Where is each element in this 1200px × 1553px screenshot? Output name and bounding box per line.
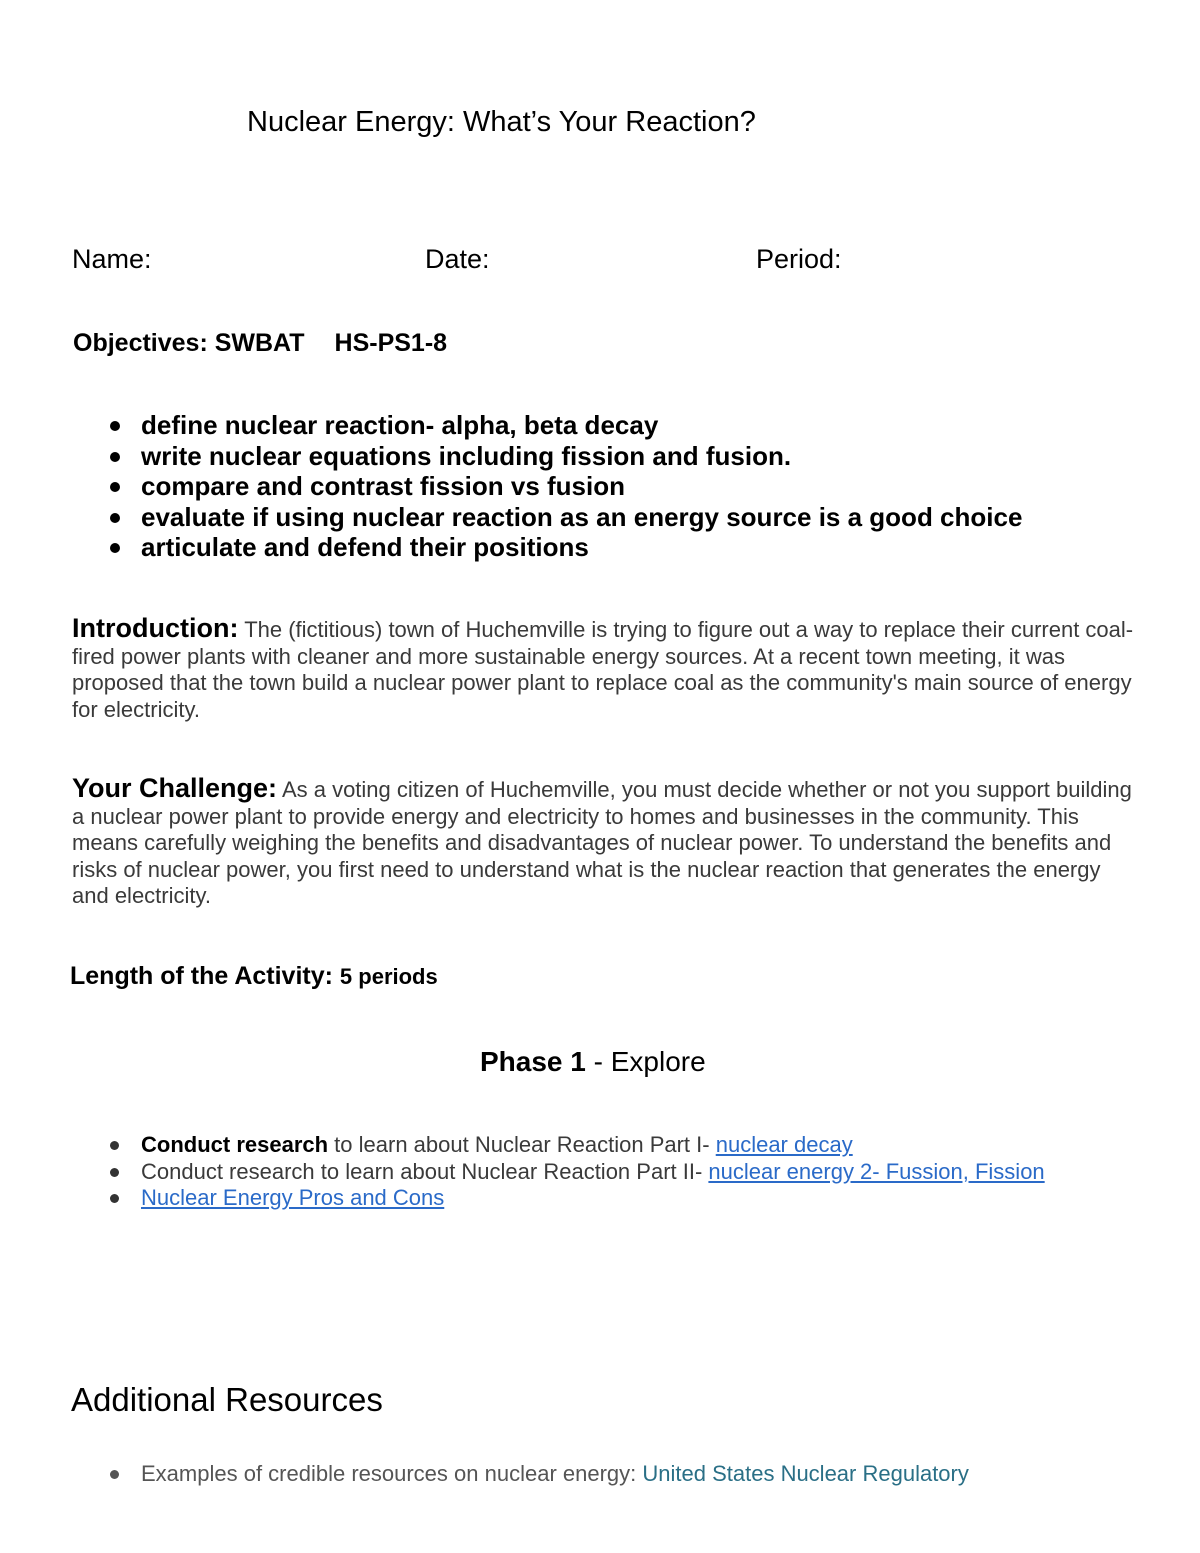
phase-task-bold: Conduct research <box>141 1132 329 1157</box>
bullet-icon <box>110 513 120 523</box>
objective-text: define nuclear reaction- alpha, beta decay <box>141 410 659 440</box>
objective-item <box>0 410 1022 441</box>
bullet-icon <box>110 1194 119 1203</box>
objective-text: write nuclear equations including fission and fusion. <box>141 440 792 471</box>
challenge-text: As a voting citizen of Huchemville, you must decide whether or not you support building a nuclear power plant to provide energy and electricity to homes and businesses in the community. This means carefully weighing the benefits and disadvantages of nuclear power. To understand the benefits and risks of nuclear power, you first need to understand what is the nuclear reaction that generates the energy and electricity. <box>72 777 1132 908</box>
additional-resources-heading: Additional Resources <box>71 1381 383 1418</box>
objective-item <box>0 532 1022 563</box>
challenge-label: Your Challenge: <box>72 773 278 803</box>
objectives-label: Objectives: SWBAT <box>73 329 305 357</box>
objectives-standard: HS-PS1-8 <box>334 329 448 357</box>
phase-task-item <box>0 1159 1045 1186</box>
nuclear-energy-2-link[interactable]: nuclear energy 2- Fussion, Fission <box>708 1158 1045 1184</box>
objective-text: articulate and defend their positions <box>141 532 589 562</box>
introduction-paragraph <box>72 615 1142 723</box>
bullet-icon <box>110 482 120 492</box>
period-field-label: Period: <box>756 244 842 274</box>
phase-task-text: Conduct research to learn about Nuclear Reaction Part II- <box>141 1158 709 1184</box>
bullet-icon <box>110 421 120 431</box>
activity-length-value: 5 periods <box>339 964 438 989</box>
introduction-text: The (fictitious) town of Huchemville is trying to figure out a way to replace their current coal-fired power plants with cleaner and more sustainable energy sources. At a recent town meeting, it was proposed that the town build a nuclear power plant to replace coal as the community's main source of energy for electricity. <box>72 617 1134 722</box>
bullet-icon <box>110 452 120 462</box>
nuclear-decay-link[interactable]: nuclear decay <box>715 1132 853 1157</box>
additional-resources-list <box>0 1461 969 1487</box>
document-title: Nuclear Energy: What’s Your Reaction? <box>247 106 756 138</box>
activity-length <box>70 960 438 993</box>
objective-item <box>0 441 1022 472</box>
phase-task-text: to learn about Nuclear Reaction Part I- <box>328 1132 716 1157</box>
phase-heading <box>480 1045 706 1079</box>
bullet-icon <box>110 543 120 553</box>
objective-text: compare and contrast fission vs fusion <box>141 471 625 501</box>
activity-length-colon: : <box>324 962 333 990</box>
bullet-icon <box>110 1141 119 1150</box>
activity-length-label: Length of the Activity <box>70 962 325 990</box>
phase-task-item <box>0 1185 1045 1212</box>
introduction-label: Introduction: <box>72 613 239 643</box>
objective-item <box>0 471 1022 502</box>
phase-name: - Explore <box>585 1046 706 1077</box>
resource-item <box>0 1461 969 1487</box>
objectives-list <box>0 410 1022 563</box>
objectives-heading <box>73 327 447 359</box>
phase-label: Phase 1 <box>480 1046 586 1077</box>
bullet-icon <box>110 1168 119 1177</box>
objective-text: evaluate if using nuclear reaction as an energy source is a good choice <box>141 501 1023 532</box>
phase-task-item <box>0 1132 1045 1159</box>
objective-item <box>0 502 1022 533</box>
bullet-icon <box>110 1470 119 1479</box>
phase-task-list <box>0 1132 1045 1212</box>
date-field-label: Date: <box>425 244 490 274</box>
pros-and-cons-link[interactable]: Nuclear Energy Pros and Cons <box>141 1185 445 1210</box>
nrc-link[interactable]: United States Nuclear Regulatory <box>642 1461 969 1486</box>
name-field-label: Name: <box>72 244 152 274</box>
challenge-paragraph <box>72 775 1142 910</box>
resource-text: Examples of credible resources on nuclear energy: <box>141 1461 643 1486</box>
